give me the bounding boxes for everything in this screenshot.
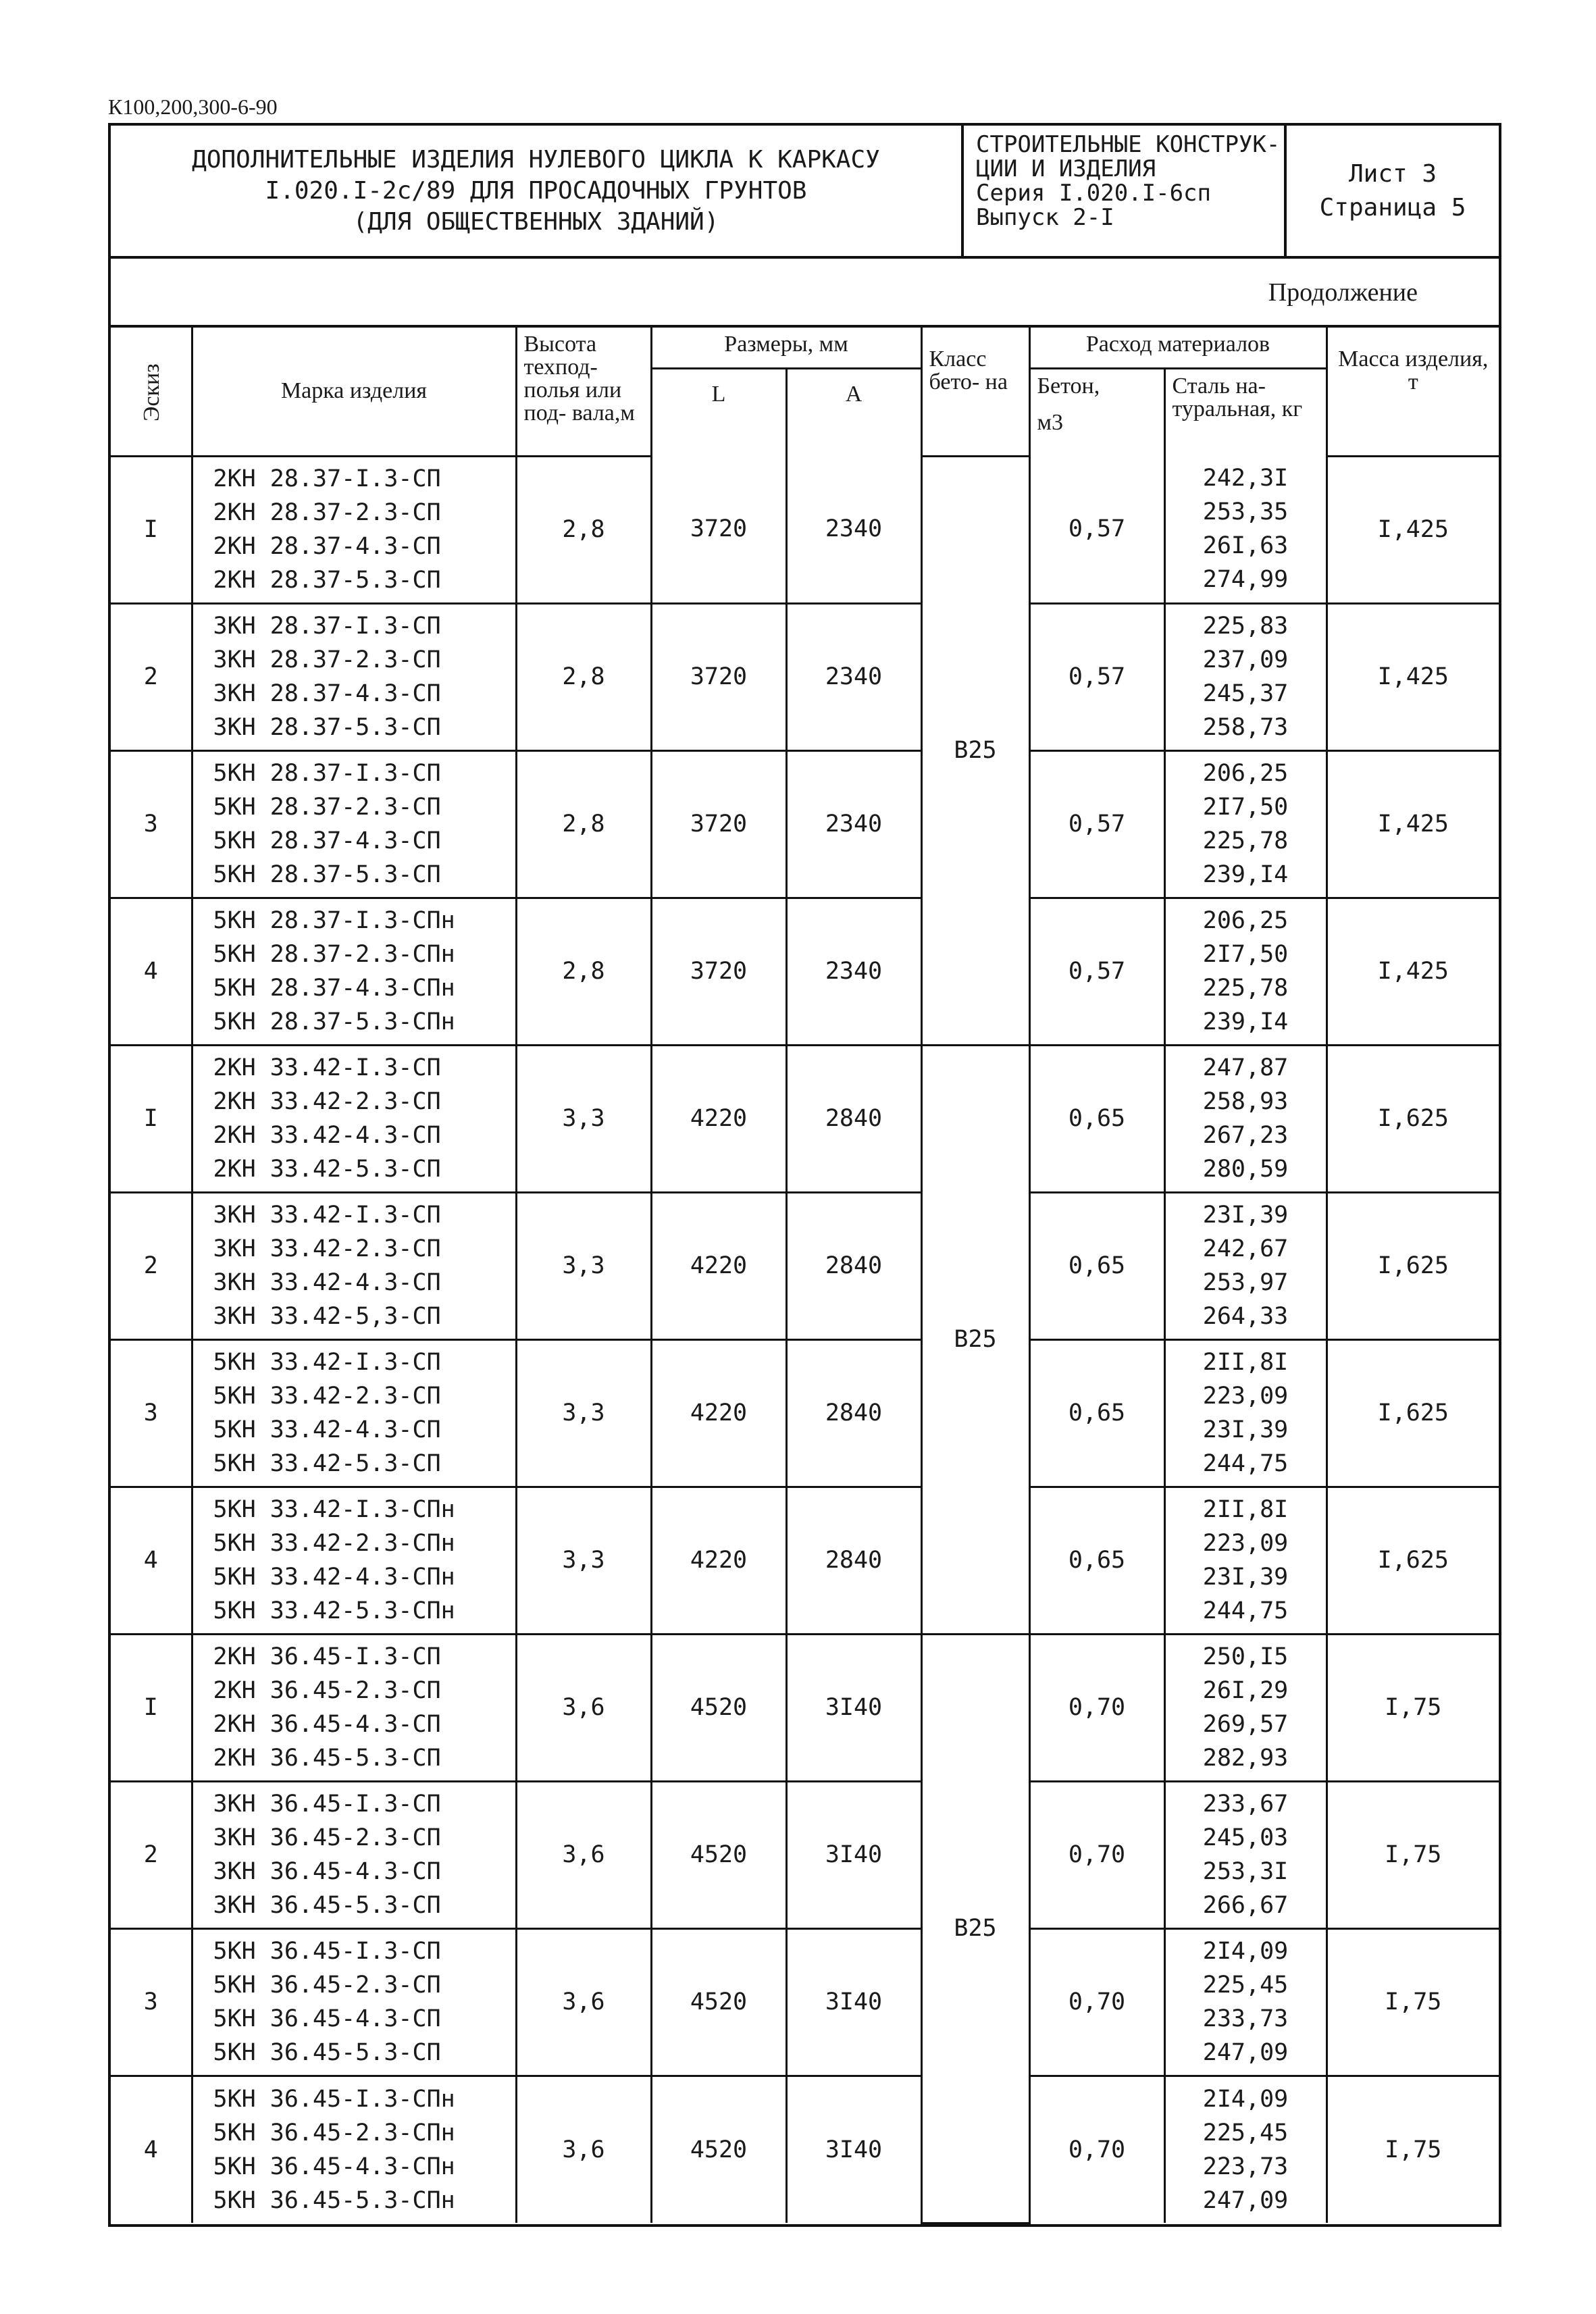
mark-line: 2КН 36.45-5.3-СП [213,1745,441,1772]
sketch-cell: 4 [111,1487,192,1634]
mark-line: 5КН 36.45-I.3-СПн [213,2085,455,2113]
mark-line: 3КН 36.45-5.3-СП [213,1892,441,1919]
steel-cell [1164,898,1327,1045]
steel-value: 2I7,50 [1202,941,1289,968]
sketch-cell: 2 [111,603,192,750]
steel-value: 23I,39 [1202,1202,1289,1229]
mark-line: 2КН 33.42-I.3-СП [213,1054,441,1081]
height-cell: 2,8 [516,750,651,898]
length-cell: 4520 [651,1634,786,1781]
steel-value: 274,99 [1202,566,1289,594]
steel-value: 225,78 [1202,975,1289,1002]
table-row [111,898,1499,1045]
steel-cell [1164,2076,1327,2223]
mark-line: 5КН 33.42-5.3-СП [213,1450,441,1477]
steel-value: 258,73 [1202,714,1289,741]
steel-value: 2I4,09 [1202,2085,1289,2113]
mass-cell: I,625 [1327,1487,1499,1634]
steel-value: 233,73 [1202,2005,1289,2032]
steel-value: 244,75 [1202,1450,1289,1477]
col-concrete-unit: м3 [1037,409,1064,435]
width-cell: 3I40 [786,1781,921,1928]
steel-value: 225,83 [1202,613,1289,640]
mark-line: 5КН 28.37-4.3-СПн [213,975,455,1002]
length-cell: 4220 [651,1192,786,1339]
mass-cell: I,625 [1327,1192,1499,1339]
concrete-volume-cell: 0,65 [1029,1045,1164,1192]
mark-line: 3КН 36.45-2.3-СП [213,1824,441,1851]
page-number: Страница 5 [1319,193,1466,222]
height-cell: 3,3 [516,1045,651,1192]
mark-cell [192,898,516,1045]
mark-line: 5КН 28.37-I.3-СПн [213,907,455,934]
length-cell: 3720 [651,456,786,603]
mark-line: 5КН 33.42-4.3-СП [213,1416,441,1443]
concrete-class-cell: В25 [921,1634,1029,2223]
mark-line: 5КН 36.45-2.3-СП [213,1972,441,1999]
length-cell: 4520 [651,1781,786,1928]
steel-value: 266,67 [1202,1892,1289,1919]
mark-cell [192,1045,516,1192]
mark-cell [192,1192,516,1339]
sketch-cell: 3 [111,1928,192,2076]
col-sketch: Эскиз [111,328,192,456]
col-height: Высота техпод- полья или под- вала,м [516,328,651,456]
mark-line: 5КН 33.42-5.3-СПн [213,1597,455,1624]
mark-cell [192,1781,516,1928]
width-cell: 2840 [786,1487,921,1634]
steel-value: 206,25 [1202,760,1289,787]
width-cell: 2340 [786,898,921,1045]
width-cell: 2340 [786,456,921,603]
table-row [111,1339,1499,1487]
mark-line: 3КН 28.37-5.3-СП [213,714,441,741]
continuation-row [111,259,1499,328]
col-materials: Расход материалов [1029,328,1327,368]
steel-value: 26I,63 [1202,532,1289,560]
steel-value: 245,37 [1202,680,1289,707]
mark-line: 5КН 33.42-4.3-СПн [213,1564,455,1591]
height-cell: 3,6 [516,1781,651,1928]
mark-line: 2КН 28.37-5.3-СП [213,567,441,594]
width-cell: 2840 [786,1339,921,1487]
mass-cell: I,75 [1327,2076,1499,2223]
width-cell: 2840 [786,1192,921,1339]
mark-line: 5КН 36.45-5.3-СПн [213,2186,455,2214]
height-cell: 3,3 [516,1487,651,1634]
mark-cell [192,1634,516,1781]
sketch-cell: 3 [111,1339,192,1487]
steel-cell [1164,1634,1327,1781]
mark-line: 5КН 28.37-4.3-СП [213,827,441,854]
concrete-volume-cell: 0,57 [1029,750,1164,898]
steel-cell [1164,603,1327,750]
steel-value: 280,59 [1202,1156,1289,1183]
products-table [111,328,1499,2224]
mark-line: 5КН 28.37-5.3-СП [213,861,441,888]
mass-cell: I,425 [1327,898,1499,1045]
steel-value: 223,73 [1202,2153,1289,2180]
width-cell: 2840 [786,1045,921,1192]
steel-value: 26I,29 [1202,1677,1289,1704]
steel-value: 23I,39 [1202,1564,1289,1591]
mark-line: 2КН 36.45-4.3-СП [213,1711,441,1738]
length-cell: 4220 [651,1339,786,1487]
steel-value: 2II,8I [1202,1349,1289,1376]
width-cell: 2340 [786,750,921,898]
mark-line: 5КН 36.45-5.3-СП [213,2039,441,2066]
col-A: A [786,368,921,456]
mass-cell: I,75 [1327,1928,1499,2076]
mark-line: 2КН 28.37-4.3-СП [213,533,441,560]
drawing-frame [108,123,1501,2227]
col-mass: Масса изделия, т [1327,328,1499,456]
concrete-class-cell: В25 [921,456,1029,1045]
width-cell: 2340 [786,603,921,750]
mark-line: 5КН 28.37-2.3-СПн [213,941,455,968]
steel-cell [1164,1339,1327,1487]
steel-value: 267,23 [1202,1122,1289,1149]
title-block [111,126,1499,259]
steel-value: 225,78 [1202,827,1289,854]
sketch-cell: 4 [111,2076,192,2223]
steel-value: 264,33 [1202,1303,1289,1330]
table-row [111,1634,1499,1781]
height-cell: 3,6 [516,1634,651,1781]
width-cell: 3I40 [786,2076,921,2223]
steel-value: 223,09 [1202,1383,1289,1410]
length-cell: 3720 [651,603,786,750]
col-concrete [1029,368,1164,456]
mass-cell: I,625 [1327,1045,1499,1192]
title-line: I.020.I-2с/89 ДЛЯ ПРОСАДОЧНЫХ ГРУНТОВ [265,176,807,205]
mark-line: 3КН 36.45-4.3-СП [213,1858,441,1885]
series-line: Серия I.020.I-6сп [976,180,1211,207]
mark-line: 2КН 33.42-2.3-СП [213,1088,441,1115]
mark-line: 3КН 33.42-2.3-СП [213,1235,441,1262]
col-class: Класс бето- на [921,328,1029,456]
steel-value: 247,87 [1202,1054,1289,1081]
mark-line: 2КН 36.45-I.3-СП [213,1643,441,1670]
concrete-volume-cell: 0,57 [1029,603,1164,750]
steel-cell [1164,456,1327,603]
concrete-volume-cell: 0,65 [1029,1487,1164,1634]
document-code: К100,200,300-6-90 [108,95,278,119]
height-cell: 2,8 [516,898,651,1045]
mass-cell: I,625 [1327,1339,1499,1487]
mark-cell [192,750,516,898]
steel-value: 225,45 [1202,1972,1289,1999]
steel-value: 225,45 [1202,2119,1289,2146]
mass-cell: I,75 [1327,1634,1499,1781]
series-block [964,126,1287,256]
steel-value: 242,67 [1202,1235,1289,1262]
table-row [111,1192,1499,1339]
mark-line: 3КН 33.42-4.3-СП [213,1269,441,1296]
table-row [111,1045,1499,1192]
steel-value: 2I7,50 [1202,794,1289,821]
steel-cell [1164,1487,1327,1634]
mark-line: 5КН 36.45-4.3-СП [213,2005,441,2032]
length-cell: 3720 [651,898,786,1045]
steel-value: 206,25 [1202,907,1289,934]
steel-value: 2I4,09 [1202,1938,1289,1965]
length-cell: 4520 [651,2076,786,2223]
steel-value: 242,3I [1202,465,1289,492]
mark-line: 5КН 36.45-2.3-СПн [213,2119,455,2146]
length-cell: 4220 [651,1045,786,1192]
series-line: Выпуск 2-I [976,204,1114,231]
mark-line: 5КН 33.42-2.3-СП [213,1383,441,1410]
mark-cell [192,1339,516,1487]
sketch-cell: I [111,1634,192,1781]
height-cell: 3,6 [516,1928,651,2076]
mark-line: 5КН 36.45-I.3-СП [213,1938,441,1965]
mark-line: 3КН 33.42-5,3-СП [213,1303,441,1330]
mark-line: 2КН 36.45-2.3-СП [213,1677,441,1704]
sketch-cell: I [111,456,192,603]
mass-cell: I,425 [1327,456,1499,603]
mark-line: 3КН 36.45-I.3-СП [213,1791,441,1818]
steel-value: 250,I5 [1202,1643,1289,1670]
mass-cell: I,425 [1327,750,1499,898]
table-row [111,1487,1499,1634]
steel-value: 233,67 [1202,1791,1289,1818]
length-cell: 4520 [651,1928,786,2076]
steel-value: 223,09 [1202,1530,1289,1557]
mark-line: 3КН 28.37-2.3-СП [213,646,441,673]
title-line: ДОПОЛНИТЕЛЬНЫЕ ИЗДЕЛИЯ НУЛЕВОГО ЦИКЛА К КАРКАСУ [192,145,880,174]
mark-line: 5КН 36.45-4.3-СПн [213,2153,455,2180]
col-concrete-label: Бетон, [1037,373,1100,398]
mark-line: 5КН 28.37-I.3-СП [213,760,441,787]
height-cell: 2,8 [516,603,651,750]
mark-line: 5КН 33.42-I.3-СП [213,1349,441,1376]
steel-value: 247,09 [1202,2039,1289,2066]
document-title [111,126,964,256]
concrete-volume-cell: 0,70 [1029,2076,1164,2223]
mark-line: 3КН 28.37-4.3-СП [213,680,441,707]
concrete-volume-cell: 0,70 [1029,1781,1164,1928]
steel-value: 245,03 [1202,1824,1289,1851]
concrete-class-cell: В25 [921,1045,1029,1634]
steel-value: 258,93 [1202,1088,1289,1115]
length-cell: 4220 [651,1487,786,1634]
height-cell: 3,6 [516,2076,651,2223]
col-dims: Размеры, мм [651,328,921,368]
steel-cell [1164,1781,1327,1928]
concrete-volume-cell: 0,70 [1029,1634,1164,1781]
steel-value: 237,09 [1202,646,1289,673]
concrete-volume-cell: 0,65 [1029,1339,1164,1487]
steel-value: 282,93 [1202,1745,1289,1772]
sheet-number: Лист 3 [1348,159,1437,188]
sketch-cell: 4 [111,898,192,1045]
table-row [111,1781,1499,1928]
col-L: L [651,368,786,456]
mark-line: 5КН 33.42-2.3-СПн [213,1530,455,1557]
mark-line: 2КН 33.42-5.3-СП [213,1156,441,1183]
sketch-cell: 2 [111,1781,192,1928]
title-line: (ДЛЯ ОБЩЕСТВЕННЫХ ЗДАНИЙ) [353,207,719,236]
series-line: СТРОИТЕЛЬНЫЕ КОНСТРУК- [976,131,1281,158]
mark-cell [192,1487,516,1634]
table-row [111,603,1499,750]
steel-value: 2II,8I [1202,1496,1289,1523]
mark-cell [192,603,516,750]
steel-value: 239,I4 [1202,861,1289,888]
sketch-cell: 3 [111,750,192,898]
mark-line: 3КН 33.42-I.3-СП [213,1202,441,1229]
sketch-cell: I [111,1045,192,1192]
steel-cell [1164,1192,1327,1339]
table-row [111,750,1499,898]
steel-cell [1164,750,1327,898]
sketch-cell: 2 [111,1192,192,1339]
continuation-label: Продолжение [1268,278,1418,307]
height-cell: 3,3 [516,1192,651,1339]
mark-line: 5КН 33.42-I.3-СПн [213,1496,455,1523]
mark-line: 5КН 28.37-2.3-СП [213,794,441,821]
steel-value: 253,3I [1202,1858,1289,1885]
mark-line: 2КН 33.42-4.3-СП [213,1122,441,1149]
length-cell: 3720 [651,750,786,898]
sheet-block [1287,126,1499,256]
steel-value: 253,97 [1202,1269,1289,1296]
mark-cell [192,456,516,603]
table-row [111,456,1499,603]
table-body [111,456,1499,2223]
mark-line: 5КН 28.37-5.3-СПн [213,1008,455,1035]
concrete-volume-cell: 0,57 [1029,898,1164,1045]
mark-line: 2КН 28.37-2.3-СП [213,499,441,526]
height-cell: 2,8 [516,456,651,603]
table-row [111,2076,1499,2223]
mass-cell: I,425 [1327,603,1499,750]
steel-value: 244,75 [1202,1597,1289,1624]
steel-value: 269,57 [1202,1711,1289,1738]
height-cell: 3,3 [516,1339,651,1487]
width-cell: 3I40 [786,1634,921,1781]
steel-value: 239,I4 [1202,1008,1289,1035]
mark-cell [192,2076,516,2223]
table-row [111,1928,1499,2076]
col-steel: Сталь на- туральная, кг [1164,368,1327,456]
concrete-volume-cell: 0,57 [1029,456,1164,603]
mark-line: 3КН 28.37-I.3-СП [213,613,441,640]
steel-value: 23I,39 [1202,1416,1289,1443]
concrete-volume-cell: 0,65 [1029,1192,1164,1339]
concrete-volume-cell: 0,70 [1029,1928,1164,2076]
mass-cell: I,75 [1327,1781,1499,1928]
col-mark: Марка изделия [192,328,516,456]
mark-cell [192,1928,516,2076]
steel-value: 247,09 [1202,2186,1289,2214]
series-line: ЦИИ И ИЗДЕЛИЯ [976,155,1156,182]
steel-value: 253,35 [1202,498,1289,526]
steel-cell [1164,1045,1327,1192]
steel-cell [1164,1928,1327,2076]
mark-line: 2КН 28.37-I.3-СП [213,465,441,492]
width-cell: 3I40 [786,1928,921,2076]
